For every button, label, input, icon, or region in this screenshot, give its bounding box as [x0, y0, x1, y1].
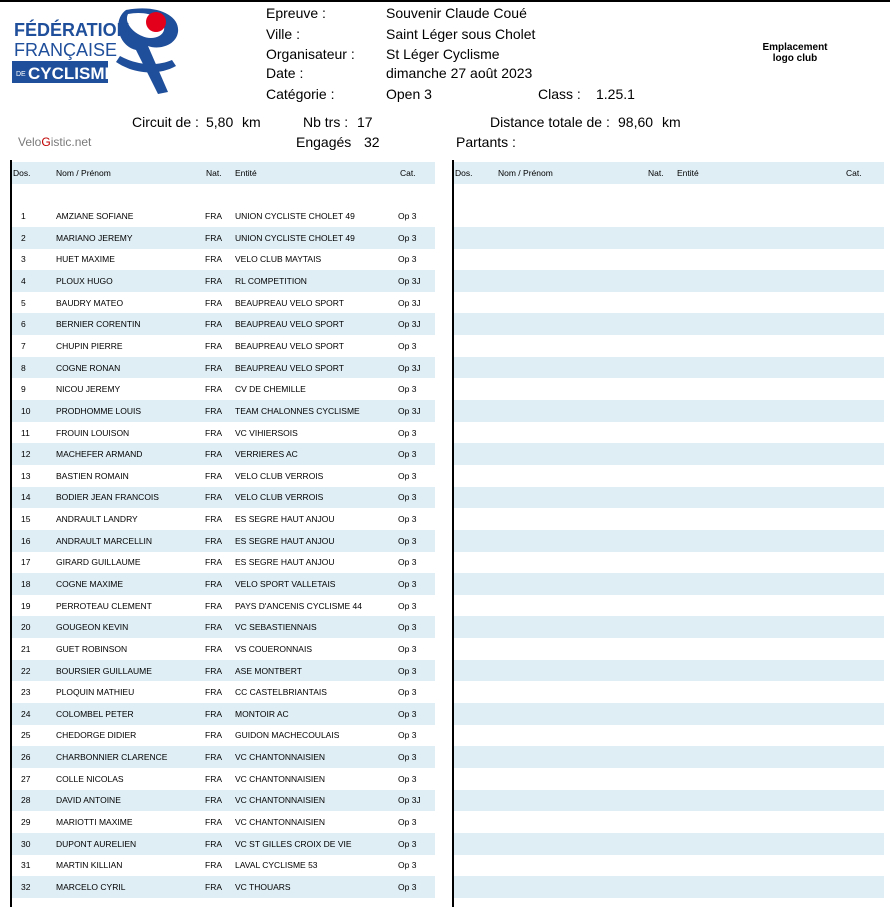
club-logo-placeholder	[752, 42, 838, 64]
class-label: Class :	[538, 86, 581, 102]
rider-cat: Op 3	[398, 881, 417, 892]
rider-name: BASTIEN ROMAIN	[56, 470, 129, 481]
rider-nat: FRA	[205, 643, 222, 654]
velogistic-credit	[18, 135, 91, 149]
rider-entite: BEAUPREAU VELO SPORT	[235, 319, 344, 330]
rider-cat: Op 3	[398, 687, 417, 698]
categorie-value: Open 3	[386, 86, 432, 102]
col-cat: Cat.	[400, 167, 416, 178]
rider-name: MARTIN KILLIAN	[56, 860, 123, 871]
rider-dos: 21	[21, 643, 31, 654]
table-row	[12, 227, 435, 249]
table-row	[12, 638, 435, 660]
table-row	[12, 530, 435, 552]
rider-dos: 23	[21, 687, 31, 698]
table-row	[12, 552, 435, 574]
epreuve-value: Souvenir Claude Coué	[386, 5, 527, 21]
rider-dos: 19	[21, 600, 31, 611]
empty-row	[454, 443, 884, 465]
rider-name: COLOMBEL PETER	[56, 708, 134, 719]
rider-nat: FRA	[205, 665, 222, 676]
table-row	[12, 768, 435, 790]
rider-nat: FRA	[205, 514, 222, 525]
rider-dos: 5	[21, 297, 26, 308]
col-nat: Nat.	[206, 167, 222, 178]
distance-value: 98,60	[618, 114, 654, 130]
rider-name: BERNIER CORENTIN	[56, 319, 141, 330]
rider-dos: 32	[21, 881, 31, 892]
rider-entite: VERRIERES AC	[235, 449, 298, 460]
rider-dos: 15	[21, 514, 31, 525]
table-row	[12, 335, 435, 357]
rider-cat: Op 3	[398, 838, 417, 849]
rider-name: GUET ROBINSON	[56, 643, 128, 654]
col-cat-right: Cat.	[846, 167, 862, 178]
rider-dos: 31	[21, 860, 31, 871]
col-entite-right: Entité	[677, 167, 699, 178]
rider-nat: FRA	[205, 319, 222, 330]
empty-row	[454, 876, 884, 898]
empty-row	[454, 573, 884, 595]
rider-name: BODIER JEAN FRANCOIS	[56, 492, 159, 503]
rider-dos: 16	[21, 535, 31, 546]
rider-nat: FRA	[205, 384, 222, 395]
empty-row	[454, 660, 884, 682]
rider-entite: ES SEGRE HAUT ANJOU	[235, 514, 335, 525]
col-nom: Nom / Prénom	[56, 167, 111, 178]
date-value: dimanche 27 août 2023	[386, 65, 533, 81]
rider-entite: VC CHANTONNAISIEN	[235, 752, 326, 763]
ffc-logo-graphic	[8, 6, 198, 98]
rider-nat: FRA	[205, 795, 222, 806]
rider-nat: FRA	[205, 817, 222, 828]
rider-cat: Op 3	[398, 211, 417, 222]
rider-cat: Op 3J	[398, 276, 421, 287]
rider-entite: VC THOUARS	[235, 881, 291, 892]
rider-entite: VC VIHIERSOIS	[235, 427, 298, 438]
rider-nat: FRA	[205, 427, 222, 438]
table-row	[12, 400, 435, 422]
rider-name: COGNE RONAN	[56, 362, 121, 373]
rider-name: GIRARD GUILLAUME	[56, 557, 141, 568]
rider-name: NICOU JEREMY	[56, 384, 121, 395]
rider-nat: FRA	[205, 708, 222, 719]
empty-row	[454, 703, 884, 725]
rider-cat: Op 3	[398, 427, 417, 438]
rider-cat: Op 3	[398, 752, 417, 763]
rider-dos: 28	[21, 795, 31, 806]
empty-row	[454, 249, 884, 271]
rider-name: MACHEFER ARMAND	[56, 449, 143, 460]
empty-row	[454, 595, 884, 617]
empty-row	[454, 552, 884, 574]
empty-row	[454, 335, 884, 357]
rider-entite: VELO CLUB VERROIS	[235, 470, 324, 481]
rider-cat: Op 3	[398, 535, 417, 546]
nbtrs-label: Nb trs :	[303, 114, 349, 130]
rider-entite: TEAM CHALONNES CYCLISME	[235, 405, 360, 416]
empty-row	[454, 530, 884, 552]
rider-nat: FRA	[205, 254, 222, 265]
rider-entite: VC CHANTONNAISIEN	[235, 817, 326, 828]
rider-dos: 3	[21, 254, 26, 265]
empty-row	[454, 465, 884, 487]
rider-name: PLOQUIN MATHIEU	[56, 687, 135, 698]
rider-cat: Op 3	[398, 708, 417, 719]
rider-name: BAUDRY MATEO	[56, 297, 124, 308]
circuit-value: 5,80	[206, 114, 234, 130]
rider-dos: 8	[21, 362, 26, 373]
velo-b: istic.net	[50, 135, 92, 149]
empty-row	[454, 487, 884, 509]
rider-dos: 25	[21, 730, 31, 741]
table-row	[12, 422, 435, 444]
rider-nat: FRA	[205, 276, 222, 287]
empty-row	[454, 313, 884, 335]
rider-cat: Op 3	[398, 817, 417, 828]
table-row	[12, 313, 435, 335]
rider-name: COLLE NICOLAS	[56, 773, 124, 784]
rider-cat: Op 3	[398, 470, 417, 481]
rider-entite: BEAUPREAU VELO SPORT	[235, 340, 344, 351]
logo-de: DE	[16, 71, 26, 78]
engages-label: Engagés	[296, 134, 352, 150]
rider-dos: 30	[21, 838, 31, 849]
rider-nat: FRA	[205, 405, 222, 416]
table-row	[12, 270, 435, 292]
rider-entite: PAYS D'ANCENIS CYCLISME 44	[235, 600, 362, 611]
table-row	[12, 790, 435, 812]
class-value: 1.25.1	[596, 86, 635, 102]
rider-cat: Op 3	[398, 254, 417, 265]
rider-nat: FRA	[205, 622, 222, 633]
date-label: Date :	[266, 65, 304, 81]
empty-row	[454, 227, 884, 249]
rider-nat: FRA	[205, 557, 222, 568]
rider-entite: MONTOIR AC	[235, 708, 289, 719]
rider-entite: VC ST GILLES CROIX DE VIE	[235, 838, 352, 849]
table-header-right	[454, 162, 884, 184]
table-row	[12, 443, 435, 465]
rider-cat: Op 3	[398, 773, 417, 784]
rider-cat: Op 3	[398, 600, 417, 611]
col-dos: Dos.	[13, 167, 31, 178]
rider-name: COGNE MAXIME	[56, 578, 124, 589]
rider-cat: Op 3	[398, 514, 417, 525]
club-logo-line1: Emplacement	[762, 42, 828, 53]
circuit-label: Circuit de :	[132, 114, 199, 130]
velo-a: Velo	[18, 135, 42, 149]
rider-entite: GUIDON MACHECOULAIS	[235, 730, 340, 741]
riders-table-left	[12, 162, 435, 898]
rider-name: PERROTEAU CLEMENT	[56, 600, 152, 611]
rider-name: FROUIN LOUISON	[56, 427, 130, 438]
rider-entite: LAVAL CYCLISME 53	[235, 860, 318, 871]
rider-entite: BEAUPREAU VELO SPORT	[235, 362, 344, 373]
organisateur-value: St Léger Cyclisme	[386, 46, 500, 62]
ffc-logo	[8, 6, 198, 98]
rider-name: BOURSIER GUILLAUME	[56, 665, 152, 676]
empty-row	[454, 378, 884, 400]
rider-cat: Op 3	[398, 860, 417, 871]
table-row	[12, 746, 435, 768]
rider-nat: FRA	[205, 838, 222, 849]
nbtrs-value: 17	[357, 114, 373, 130]
logo-line2: FRANÇAISE	[14, 40, 118, 60]
rider-entite: ASE MONTBERT	[235, 665, 302, 676]
distance-label: Distance totale de :	[490, 114, 610, 130]
empty-row	[454, 746, 884, 768]
col-nom-right: Nom / Prénom	[498, 167, 553, 178]
rider-cat: Op 3J	[398, 405, 421, 416]
table-row	[12, 876, 435, 898]
partants-label: Partants :	[456, 134, 516, 150]
rider-entite: VELO CLUB VERROIS	[235, 492, 324, 503]
blank-row-right	[454, 184, 884, 206]
rider-entite: RL COMPETITION	[235, 276, 307, 287]
ville-label: Ville :	[266, 26, 300, 42]
rider-dos: 11	[21, 427, 30, 438]
table-row	[12, 725, 435, 747]
empty-row	[454, 292, 884, 314]
rider-name: GOUGEON KEVIN	[56, 622, 129, 633]
empty-row	[454, 790, 884, 812]
rider-nat: FRA	[205, 600, 222, 611]
rider-nat: FRA	[205, 232, 222, 243]
rider-entite: BEAUPREAU VELO SPORT	[235, 297, 344, 308]
rider-entite: VS COUERONNAIS	[235, 643, 312, 654]
empty-row	[454, 681, 884, 703]
rider-entite: UNION CYCLISTE CHOLET 49	[235, 211, 355, 222]
rider-cat: Op 3	[398, 730, 417, 741]
rider-dos: 6	[21, 319, 26, 330]
rider-dos: 12	[21, 449, 31, 460]
rider-dos: 4	[21, 276, 26, 287]
rider-name: CHUPIN PIERRE	[56, 340, 123, 351]
empty-row	[454, 270, 884, 292]
engages-value: 32	[364, 134, 380, 150]
rider-nat: FRA	[205, 449, 222, 460]
rider-nat: FRA	[205, 470, 222, 481]
epreuve-label: Epreuve :	[266, 5, 326, 21]
table-row	[12, 811, 435, 833]
table-row	[12, 595, 435, 617]
rider-entite: VELO SPORT VALLETAIS	[235, 578, 336, 589]
col-dos-right: Dos.	[455, 167, 473, 178]
table-row	[12, 660, 435, 682]
rider-nat: FRA	[205, 860, 222, 871]
rider-dos: 29	[21, 817, 31, 828]
riders-table-right	[454, 162, 884, 898]
table-row	[12, 249, 435, 271]
empty-row	[454, 638, 884, 660]
table-row	[12, 703, 435, 725]
empty-row	[454, 725, 884, 747]
rider-nat: FRA	[205, 578, 222, 589]
rider-dos: 26	[21, 752, 31, 763]
empty-row	[454, 833, 884, 855]
logo-line3: CYCLISME	[28, 64, 116, 83]
rider-name: DAVID ANTOINE	[56, 795, 121, 806]
table-row	[12, 378, 435, 400]
empty-row	[454, 616, 884, 638]
table-row	[12, 616, 435, 638]
rider-name: ANDRAULT MARCELLIN	[56, 535, 153, 546]
rider-cat: Op 3	[398, 557, 417, 568]
table-row	[12, 855, 435, 877]
col-entite: Entité	[235, 167, 257, 178]
rider-cat: Op 3	[398, 492, 417, 503]
rider-name: DUPONT AURELIEN	[56, 838, 137, 849]
empty-row	[454, 855, 884, 877]
empty-row	[454, 357, 884, 379]
rider-cat: Op 3	[398, 340, 417, 351]
rider-cat: Op 3	[398, 665, 417, 676]
rider-dos: 14	[21, 492, 31, 503]
empty-row	[454, 508, 884, 530]
organisateur-label: Organisateur :	[266, 46, 355, 62]
top-border	[0, 0, 890, 2]
rider-nat: FRA	[205, 340, 222, 351]
table-row	[12, 465, 435, 487]
rider-cat: Op 3	[398, 622, 417, 633]
rider-dos: 27	[21, 773, 31, 784]
rider-nat: FRA	[205, 687, 222, 698]
rider-entite: ES SEGRE HAUT ANJOU	[235, 557, 335, 568]
rider-name: PLOUX HUGO	[56, 276, 113, 287]
table-row	[12, 681, 435, 703]
rider-name: MARIOTTI MAXIME	[56, 817, 133, 828]
rider-dos: 22	[21, 665, 31, 676]
rider-entite: UNION CYCLISTE CHOLET 49	[235, 232, 355, 243]
rider-nat: FRA	[205, 535, 222, 546]
rider-nat: FRA	[205, 362, 222, 373]
blank-row	[12, 184, 435, 206]
circuit-unit: km	[242, 114, 261, 130]
rider-cat: Op 3	[398, 232, 417, 243]
logo-line1: FÉDÉRATION	[14, 20, 130, 40]
rider-dos: 10	[21, 405, 31, 416]
rider-entite: VC CHANTONNAISIEN	[235, 795, 326, 806]
empty-row	[454, 768, 884, 790]
rider-name: MARIANO JEREMY	[56, 232, 133, 243]
rider-name: CHEDORGE DIDIER	[56, 730, 137, 741]
rider-entite: ES SEGRE HAUT ANJOU	[235, 535, 335, 546]
rider-cat: Op 3J	[398, 362, 421, 373]
rider-cat: Op 3J	[398, 297, 421, 308]
rider-name: PRODHOMME LOUIS	[56, 405, 142, 416]
rider-entite: CV DE CHEMILLE	[235, 384, 306, 395]
rider-dos: 20	[21, 622, 31, 633]
rider-cat: Op 3	[398, 643, 417, 654]
rider-nat: FRA	[205, 211, 222, 222]
rider-nat: FRA	[205, 297, 222, 308]
rider-dos: 24	[21, 708, 31, 719]
rider-entite: VC CHANTONNAISIEN	[235, 773, 326, 784]
empty-row	[454, 422, 884, 444]
table-row	[12, 292, 435, 314]
rider-dos: 13	[21, 470, 31, 481]
rider-dos: 17	[21, 557, 31, 568]
rider-entite: VELO CLUB MAYTAIS	[235, 254, 322, 265]
distance-unit: km	[662, 114, 681, 130]
rider-name: ANDRAULT LANDRY	[56, 514, 138, 525]
empty-row	[454, 811, 884, 833]
ville-value: Saint Léger sous Cholet	[386, 26, 536, 42]
empty-row	[454, 205, 884, 227]
table-row	[12, 487, 435, 509]
rider-dos: 7	[21, 340, 26, 351]
rider-entite: VC SEBASTIENNAIS	[235, 622, 317, 633]
rider-nat: FRA	[205, 730, 222, 741]
rider-cat: Op 3J	[398, 319, 421, 330]
categorie-label: Catégorie :	[266, 86, 335, 102]
table-row	[12, 573, 435, 595]
rider-dos: 9	[21, 384, 26, 395]
rider-dos: 2	[21, 232, 26, 243]
rider-nat: FRA	[205, 492, 222, 503]
rider-dos: 1	[21, 211, 26, 222]
col-nat-right: Nat.	[648, 167, 664, 178]
rider-name: AMZIANE SOFIANE	[56, 211, 134, 222]
table-header	[12, 162, 435, 184]
club-logo-line2: logo club	[772, 53, 818, 64]
table-row	[12, 833, 435, 855]
velo-g: G	[41, 135, 51, 149]
rider-nat: FRA	[205, 881, 222, 892]
rider-name: CHARBONNIER CLARENCE	[56, 752, 168, 763]
rider-name: MARCELO CYRIL	[56, 881, 126, 892]
rider-cat: Op 3	[398, 578, 417, 589]
rider-cat: Op 3	[398, 384, 417, 395]
rider-cat: Op 3	[398, 449, 417, 460]
rider-nat: FRA	[205, 773, 222, 784]
rider-name: HUET MAXIME	[56, 254, 115, 265]
rider-cat: Op 3J	[398, 795, 421, 806]
rider-dos: 18	[21, 578, 31, 589]
table-row	[12, 205, 435, 227]
rider-nat: FRA	[205, 752, 222, 763]
rider-entite: CC CASTELBRIANTAIS	[235, 687, 327, 698]
empty-row	[454, 400, 884, 422]
table-row	[12, 357, 435, 379]
table-row	[12, 508, 435, 530]
